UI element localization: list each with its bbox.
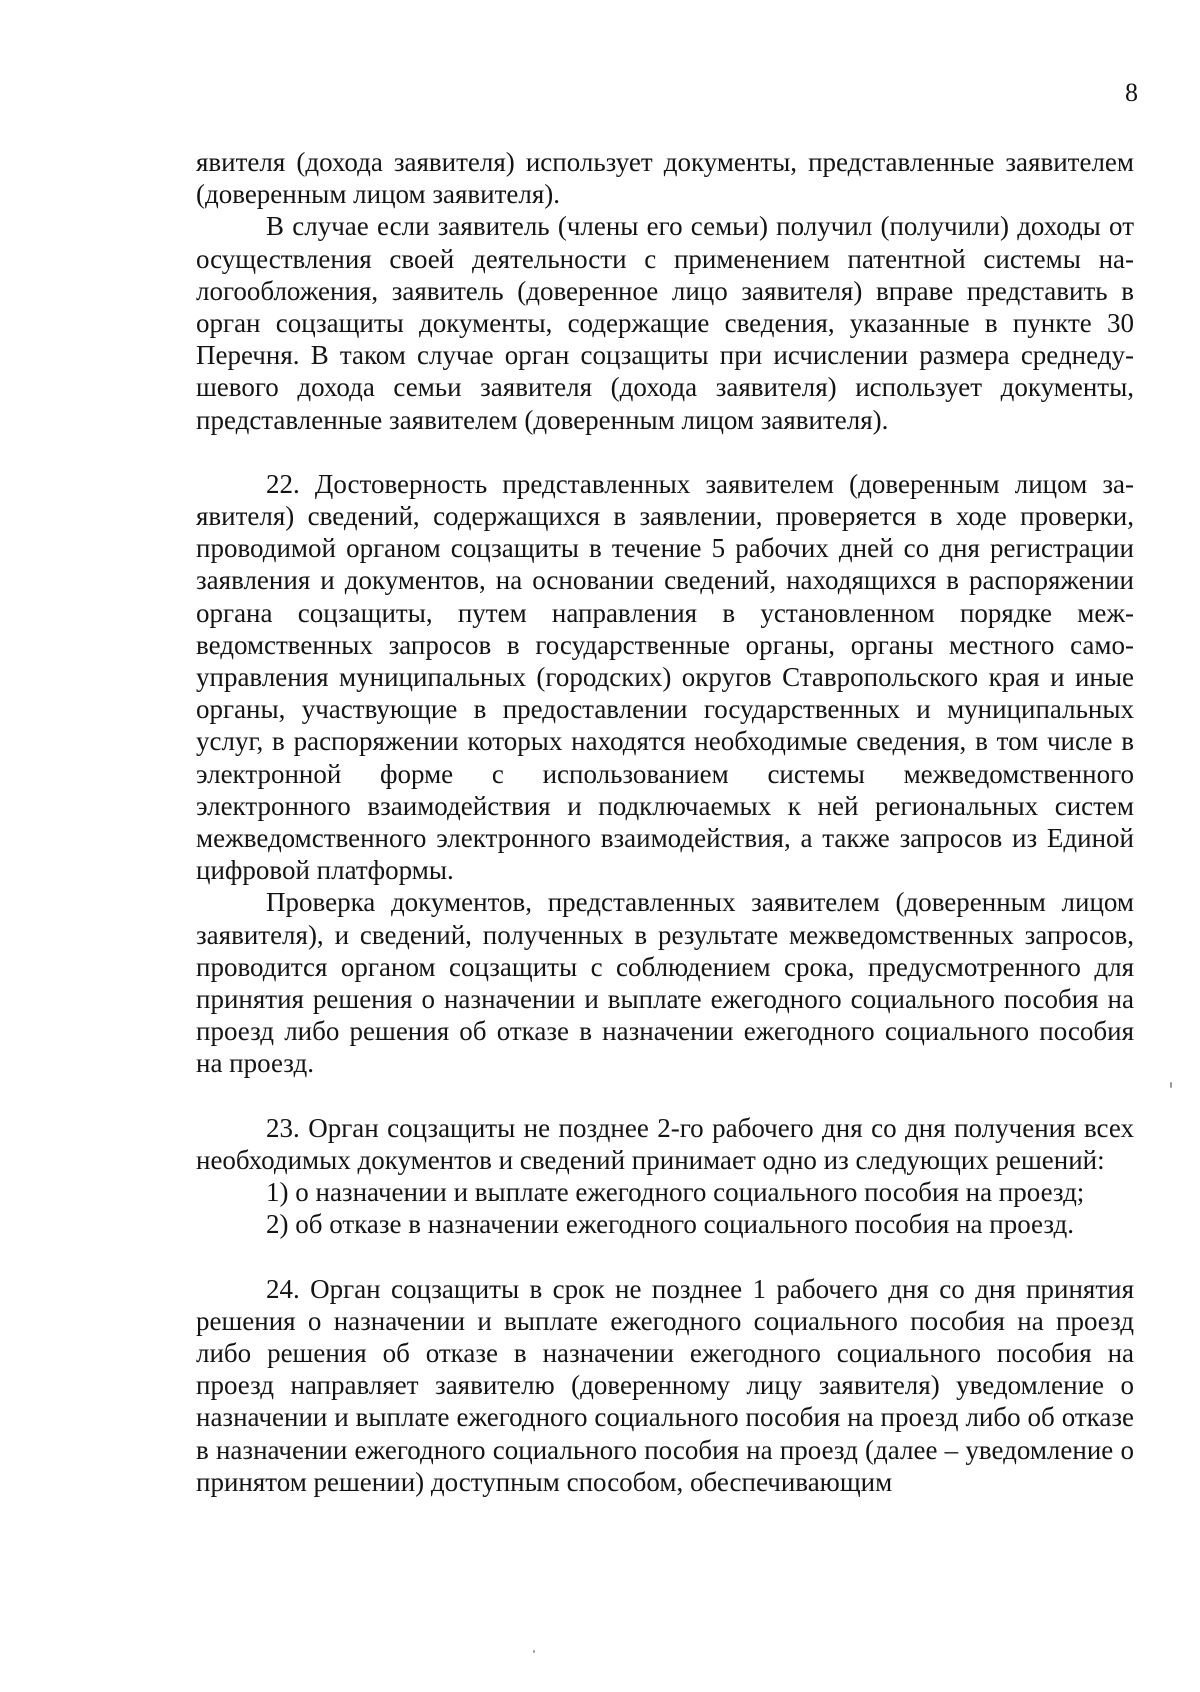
list-item-decision-2: 2) об отказе в назначении ежегодного социального пособия на проезд. bbox=[266, 1209, 1074, 1240]
document-body bbox=[196, 146, 1134, 1498]
scan-speck bbox=[533, 1650, 535, 1653]
paragraph-patent-income: В случае если заявитель (члены его семьи) получил (получили) доходы от осуществления своей деятельности с применением патентной системы налогообложения, заявитель (доверенное лицо заявителя) вправе представить в орган соцзащиты документы, содержащие сведения, указанные в пункте 30 Перечня. В таком случае орган соцзащиты при исчислении размера среднедушевого дохода семьи заявителя (дохода заявителя) использует документы, представленные заявителем (доверенным лицом заявителя). bbox=[196, 211, 1134, 435]
paragraph-continuation: явителя (дохода заявителя) использует документы, представленные заявителем (доверенным лицом заявителя). bbox=[196, 147, 1134, 210]
list-item-decision-1: 1) о назначении и выплате ежегодного социального пособия на проезд; bbox=[266, 1177, 1085, 1208]
page-number: 8 bbox=[1125, 78, 1138, 107]
paragraph-clause-24: 24. Орган соцзащиты в срок не позднее 1 рабочего дня со дня принятия решения о назначении и выплате ежегодного социального пособия на проезд либо решения об отказе в назначении ежегодного социального пособия на проезд направляет заявителю (доверенному лицу заявителя) уведомление о назначении и выплате ежегодного социального пособия на проезд либо об отказе в назначении ежегодного социального пособия на проезд (далее – уведомление о принятом решении) доступным способом, обеспечивающим bbox=[196, 1273, 1134, 1497]
paragraph-document-check: Проверка документов, представленных заявителем (доверенным лицом заявителя), и сведений, полученных в результате межведомственных запросов, проводится органом соцзащиты с соблюдением срока, предусмотренного для принятия решения о назначении и выплате ежегодного социального пособия на проезд либо решения об отказе в назначении ежегодного социального пособия на проезд. bbox=[196, 887, 1134, 1079]
paragraph-clause-22: 22. Достоверность представленных заявителем (доверенным лицом заявителя) сведений, содержащихся в заявлении, проверяется в ходе проверки, проводимой органом соцзащиты в течение 5 рабочих дней со дня регистрации заявления и документов, на основании сведений, находящихся в распоряжении органа соцзащиты, путем направления в установленном порядке межведомственных запросов в государственные органы, органы местного самоуправления муниципальных (городских) округов Ставропольского края и иные органы, участвующие в предоставлении государственных и муниципальных услуг, в распоряжении которых находятся необходимые сведения, в том числе в электронной форме с использованием системы межведомственного электронного взаимодействия и подключаемых к ней региональных систем межведомственного электронного взаимодействия, а также запросов из Единой цифровой платформы. bbox=[196, 468, 1134, 886]
paragraph-clause-23: 23. Орган соцзащиты не позднее 2-го рабочего дня со дня получения всех необходимых документов и сведений принимает одно из следующих решений: bbox=[196, 1112, 1134, 1175]
scan-speck bbox=[1170, 1082, 1172, 1088]
